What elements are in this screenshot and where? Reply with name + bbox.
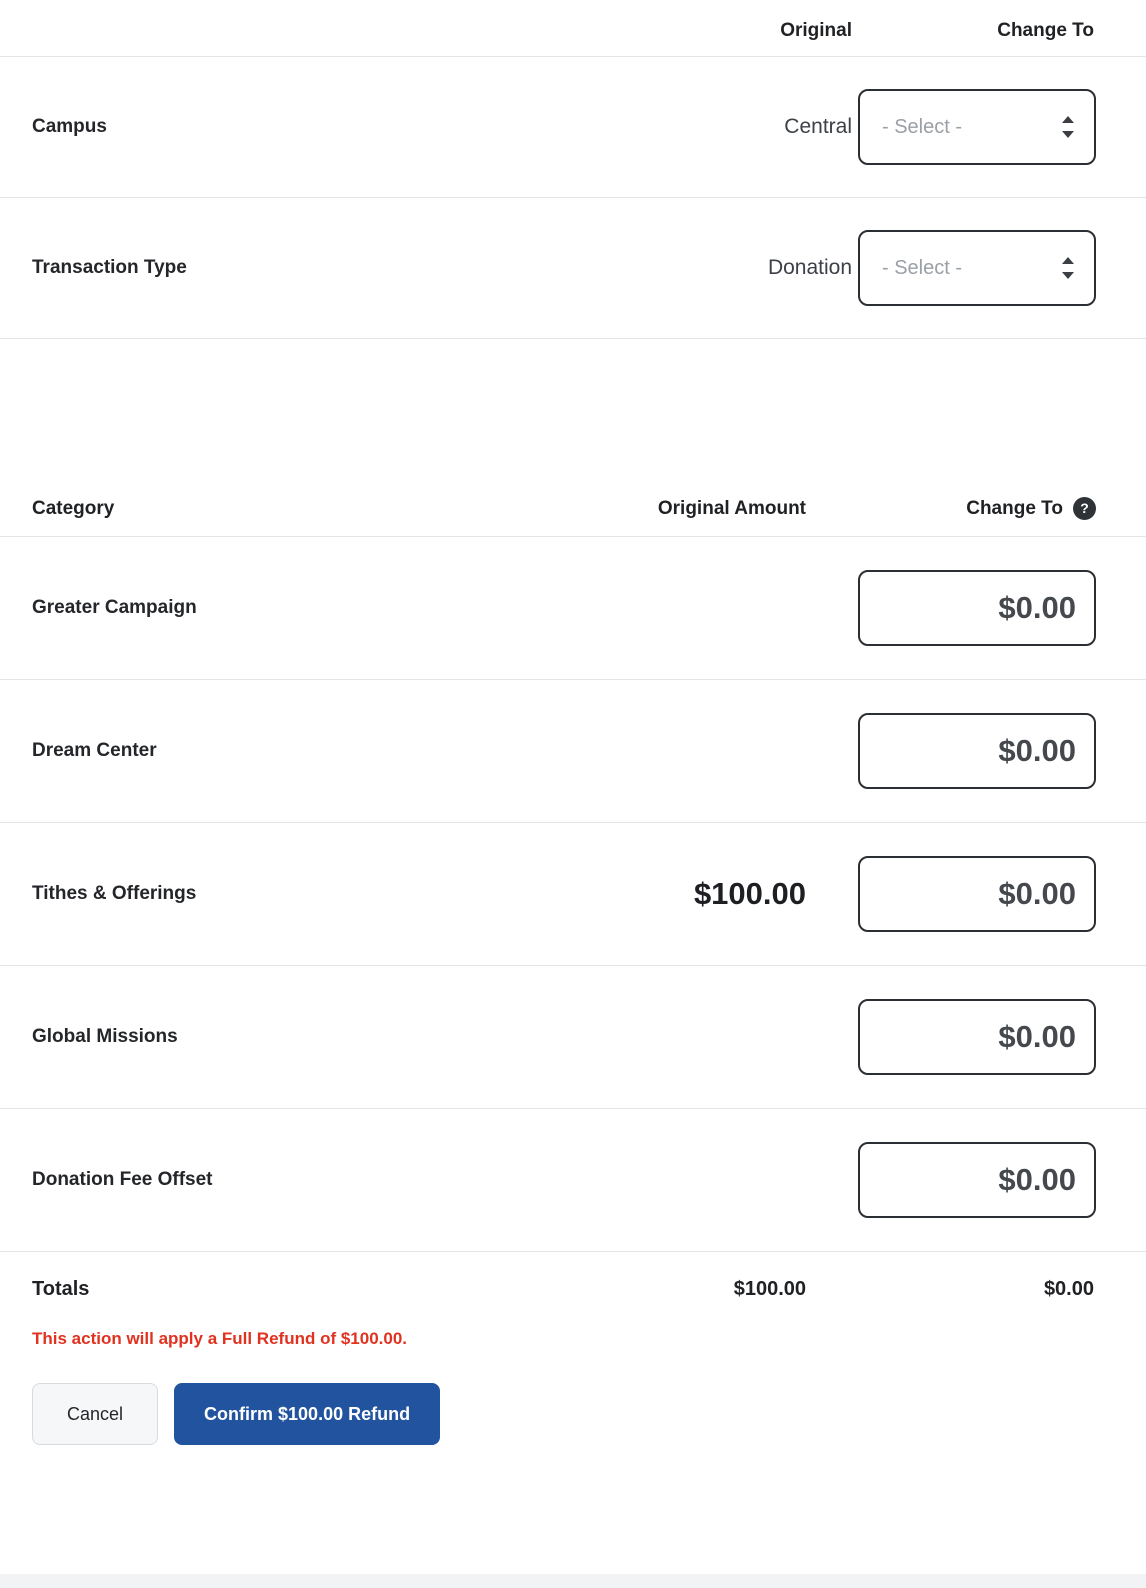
category-original-amount: $100.00	[693, 876, 806, 911]
campus-select-placeholder: - Select -	[882, 115, 963, 138]
stepper-arrows-icon	[1062, 114, 1076, 140]
category-change-input[interactable]: $0.00	[858, 713, 1096, 789]
row-campus-original-value: Central	[784, 115, 852, 138]
table-row	[0, 966, 1146, 1108]
totals-label: Totals	[32, 1278, 90, 1300]
category-name: Global Missions	[32, 1026, 178, 1047]
category-change-wrap	[846, 999, 1096, 1075]
totals-change-to: $0.00	[1043, 1278, 1094, 1300]
category-change-wrap	[846, 713, 1096, 789]
cancel-button[interactable]: Cancel	[32, 1383, 158, 1445]
category-name: Greater Campaign	[32, 597, 197, 618]
category-name: Tithes & Offerings	[32, 883, 197, 904]
header-change-to: Change To	[966, 497, 1063, 519]
header-change-to-group	[846, 497, 1096, 520]
totals-row	[0, 1252, 1146, 1323]
row-campus	[0, 57, 1146, 197]
category-change-wrap	[846, 570, 1096, 646]
category-change-input[interactable]: $0.00	[858, 1142, 1096, 1218]
header-change-to: Change To	[997, 20, 1094, 41]
row-campus-select-wrap	[856, 89, 1096, 165]
category-name: Dream Center	[32, 740, 157, 761]
row-transaction-type-select-wrap	[856, 230, 1096, 306]
category-change-wrap	[846, 1142, 1096, 1218]
table-row	[0, 537, 1146, 679]
help-icon[interactable]: ?	[1073, 497, 1096, 520]
category-change-wrap	[846, 856, 1096, 932]
transaction-type-select-placeholder: - Select -	[882, 256, 963, 279]
category-name: Donation Fee Offset	[32, 1169, 213, 1190]
table-row	[0, 1109, 1146, 1251]
stepper-arrows-icon	[1062, 255, 1076, 281]
category-change-input[interactable]: $0.00	[858, 856, 1096, 932]
campus-select[interactable]	[858, 89, 1096, 165]
refund-notice: This action will apply a Full Refund of $100.00.	[32, 1329, 408, 1348]
category-change-input[interactable]: $0.00	[858, 999, 1096, 1075]
row-transaction-type-label: Transaction Type	[32, 257, 187, 278]
header-original: Original	[780, 20, 852, 41]
header-category: Category	[32, 497, 115, 519]
table-row	[0, 680, 1146, 822]
table-row	[0, 823, 1146, 965]
top-table-header	[0, 0, 1146, 56]
header-original-amount: Original Amount	[657, 497, 806, 519]
category-change-input[interactable]: $0.00	[858, 570, 1096, 646]
row-campus-label: Campus	[32, 116, 107, 137]
section-gap	[0, 339, 1146, 479]
transaction-type-select[interactable]	[858, 230, 1096, 306]
confirm-refund-button[interactable]: Confirm $100.00 Refund	[174, 1383, 440, 1445]
row-transaction-type	[0, 198, 1146, 338]
totals-original-amount: $100.00	[733, 1278, 806, 1300]
bottom-strip	[0, 1574, 1146, 1588]
category-table-header	[0, 479, 1146, 536]
action-bar	[0, 1349, 1146, 1485]
row-transaction-type-original-value: Donation	[767, 256, 852, 279]
